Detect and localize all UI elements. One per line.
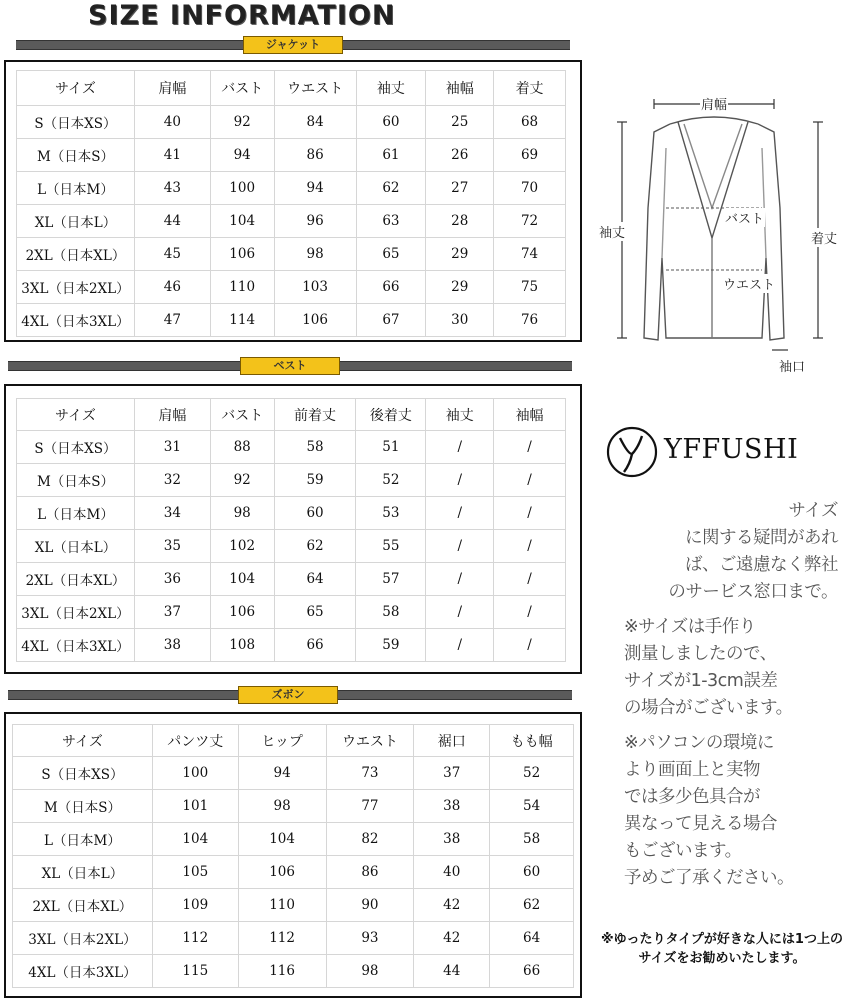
notes-paragraph-measurement: [624, 614, 838, 722]
column-header: 肩幅: [134, 71, 210, 106]
table-row: [13, 757, 574, 790]
brand-name: YFFUSHI: [664, 434, 799, 465]
size-cell: 2XL（日本XL）: [17, 563, 135, 596]
note-line: 異なって見える場合: [624, 814, 777, 834]
table-row: [13, 889, 574, 922]
value-cell: 25: [426, 106, 494, 139]
vest-size-table: [16, 398, 566, 662]
value-cell: /: [494, 563, 566, 596]
table-row: [17, 431, 566, 464]
value-cell: /: [426, 464, 494, 497]
value-cell: 115: [152, 955, 238, 988]
value-cell: 94: [210, 139, 274, 172]
column-header: 後着丈: [356, 399, 426, 431]
value-cell: 44: [134, 205, 210, 238]
jacket-section-label: ジャケット: [243, 36, 343, 54]
value-cell: 58: [274, 431, 356, 464]
size-cell: S（日本XS）: [17, 431, 135, 464]
value-cell: 59: [356, 629, 426, 662]
note-line: に関する疑問があれ: [685, 528, 838, 548]
table-row: [17, 139, 566, 172]
value-cell: 40: [414, 856, 490, 889]
value-cell: 98: [210, 497, 274, 530]
value-cell: 74: [494, 238, 566, 271]
value-cell: 100: [210, 172, 274, 205]
note-line: ※ゆったりタイプが好きな人: [601, 932, 769, 947]
column-header: 袖幅: [426, 71, 494, 106]
pants-section-bar: [8, 690, 572, 700]
size-notes: [624, 498, 838, 900]
table-header-row: [13, 725, 574, 757]
value-cell: 29: [426, 271, 494, 304]
note-line: もございます。: [624, 841, 742, 861]
value-cell: 40: [134, 106, 210, 139]
column-header: ウエスト: [274, 71, 356, 106]
value-cell: 27: [426, 172, 494, 205]
value-cell: 90: [326, 889, 414, 922]
column-header: 着丈: [494, 71, 566, 106]
table-row: [13, 823, 574, 856]
value-cell: 116: [238, 955, 326, 988]
value-cell: 53: [356, 497, 426, 530]
size-cell: M（日本S）: [17, 139, 135, 172]
value-cell: 60: [356, 106, 426, 139]
size-cell: 2XL（日本XL）: [17, 238, 135, 271]
value-cell: 105: [152, 856, 238, 889]
value-cell: 29: [426, 238, 494, 271]
pants-size-table: [12, 724, 574, 988]
value-cell: /: [426, 629, 494, 662]
value-cell: 112: [238, 922, 326, 955]
brand-logo: [604, 420, 836, 482]
brand-circle-icon: [604, 424, 660, 480]
value-cell: 65: [356, 238, 426, 271]
note-line: サイズ: [788, 501, 838, 521]
value-cell: 45: [134, 238, 210, 271]
value-cell: 70: [494, 172, 566, 205]
diagram-sleeve-length-label: 袖丈: [598, 222, 626, 241]
value-cell: /: [494, 464, 566, 497]
column-header: サイズ: [13, 725, 153, 757]
value-cell: 100: [152, 757, 238, 790]
table-row: [13, 922, 574, 955]
value-cell: 106: [210, 596, 274, 629]
value-cell: 106: [274, 304, 356, 337]
size-cell: S（日本XS）: [17, 106, 135, 139]
value-cell: 93: [326, 922, 414, 955]
value-cell: 35: [134, 530, 210, 563]
note-line: ※パソコンの環境に: [624, 733, 774, 753]
column-header: サイズ: [17, 399, 135, 431]
value-cell: 42: [414, 922, 490, 955]
value-cell: 51: [356, 431, 426, 464]
size-cell: XL（日本L）: [17, 530, 135, 563]
value-cell: 112: [152, 922, 238, 955]
size-cell: 3XL（日本2XL）: [17, 271, 135, 304]
note-line: ば、ご遠慮なく弊社: [685, 555, 838, 575]
value-cell: 67: [356, 304, 426, 337]
value-cell: /: [494, 431, 566, 464]
note-line: の場合がございます。: [624, 698, 793, 718]
page-title: SIZE INFORMATION: [88, 0, 396, 31]
value-cell: 66: [490, 955, 574, 988]
column-header: ウエスト: [326, 725, 414, 757]
value-cell: 62: [490, 889, 574, 922]
value-cell: 69: [494, 139, 566, 172]
value-cell: 62: [274, 530, 356, 563]
diagram-shoulder-label: 肩幅: [700, 94, 728, 113]
size-cell: M（日本S）: [17, 464, 135, 497]
size-cell: 4XL（日本3XL）: [17, 304, 135, 337]
size-cell: M（日本S）: [13, 790, 153, 823]
value-cell: 37: [134, 596, 210, 629]
value-cell: 94: [238, 757, 326, 790]
value-cell: 47: [134, 304, 210, 337]
value-cell: 92: [210, 106, 274, 139]
vest-section-label: ベスト: [240, 357, 340, 375]
column-header: 袖丈: [426, 399, 494, 431]
fit-recommendation-note: [600, 930, 844, 968]
value-cell: 38: [134, 629, 210, 662]
value-cell: 32: [134, 464, 210, 497]
value-cell: 109: [152, 889, 238, 922]
value-cell: 98: [238, 790, 326, 823]
value-cell: 38: [414, 823, 490, 856]
size-cell: 4XL（日本3XL）: [17, 629, 135, 662]
note-line: では多少色具合が: [624, 787, 760, 807]
size-cell: L（日本M）: [13, 823, 153, 856]
value-cell: 86: [274, 139, 356, 172]
size-cell: XL（日本L）: [13, 856, 153, 889]
value-cell: 44: [414, 955, 490, 988]
diagram-cuff-label: 袖口: [778, 356, 806, 375]
size-cell: L（日本M）: [17, 172, 135, 205]
value-cell: /: [494, 497, 566, 530]
value-cell: 38: [414, 790, 490, 823]
table-row: [17, 106, 566, 139]
diagram-waist-label: ウエスト: [722, 274, 776, 293]
table-row: [17, 563, 566, 596]
table-row: [17, 205, 566, 238]
table-row: [17, 497, 566, 530]
table-row: [17, 530, 566, 563]
value-cell: 82: [326, 823, 414, 856]
pants-section-label: ズボン: [238, 686, 338, 704]
value-cell: 65: [274, 596, 356, 629]
value-cell: 43: [134, 172, 210, 205]
value-cell: 108: [210, 629, 274, 662]
value-cell: 64: [274, 563, 356, 596]
value-cell: 101: [152, 790, 238, 823]
value-cell: /: [426, 431, 494, 464]
table-row: [17, 271, 566, 304]
column-header: 裾口: [414, 725, 490, 757]
value-cell: 98: [274, 238, 356, 271]
column-header: 袖丈: [356, 71, 426, 106]
table-row: [17, 304, 566, 337]
value-cell: 30: [426, 304, 494, 337]
column-header: 肩幅: [134, 399, 210, 431]
jacket-measurement-diagram: [592, 88, 844, 378]
value-cell: 37: [414, 757, 490, 790]
table-row: [17, 172, 566, 205]
column-header: 袖幅: [494, 399, 566, 431]
value-cell: 66: [274, 629, 356, 662]
value-cell: 114: [210, 304, 274, 337]
value-cell: 60: [490, 856, 574, 889]
value-cell: /: [426, 596, 494, 629]
column-header: ヒップ: [238, 725, 326, 757]
value-cell: 104: [210, 205, 274, 238]
table-row: [17, 238, 566, 271]
column-header: バスト: [210, 71, 274, 106]
value-cell: 88: [210, 431, 274, 464]
value-cell: 77: [326, 790, 414, 823]
value-cell: 84: [274, 106, 356, 139]
value-cell: 76: [494, 304, 566, 337]
size-cell: XL（日本L）: [17, 205, 135, 238]
value-cell: 52: [356, 464, 426, 497]
value-cell: 31: [134, 431, 210, 464]
value-cell: 106: [210, 238, 274, 271]
value-cell: 62: [356, 172, 426, 205]
column-header: バスト: [210, 399, 274, 431]
value-cell: 60: [274, 497, 356, 530]
note-line: のサービス窓口まで。: [668, 582, 838, 602]
table-row: [17, 596, 566, 629]
value-cell: 86: [326, 856, 414, 889]
jacket-size-table: [16, 70, 566, 337]
table-row: [13, 955, 574, 988]
value-cell: 54: [490, 790, 574, 823]
value-cell: 72: [494, 205, 566, 238]
value-cell: 58: [490, 823, 574, 856]
value-cell: 103: [274, 271, 356, 304]
size-cell: L（日本M）: [17, 497, 135, 530]
value-cell: /: [494, 530, 566, 563]
value-cell: 28: [426, 205, 494, 238]
value-cell: 92: [210, 464, 274, 497]
value-cell: 66: [356, 271, 426, 304]
value-cell: 59: [274, 464, 356, 497]
value-cell: /: [494, 629, 566, 662]
value-cell: 58: [356, 596, 426, 629]
value-cell: 41: [134, 139, 210, 172]
size-cell: 3XL（日本2XL）: [17, 596, 135, 629]
note-line: お勧めいたします。: [689, 951, 806, 966]
value-cell: 75: [494, 271, 566, 304]
value-cell: 104: [238, 823, 326, 856]
value-cell: 36: [134, 563, 210, 596]
value-cell: 46: [134, 271, 210, 304]
note-line: ※サイズは手作り: [624, 617, 756, 637]
value-cell: 63: [356, 205, 426, 238]
value-cell: /: [494, 596, 566, 629]
value-cell: 52: [490, 757, 574, 790]
value-cell: 64: [490, 922, 574, 955]
value-cell: 42: [414, 889, 490, 922]
notes-paragraph-color: [624, 730, 838, 892]
value-cell: /: [426, 563, 494, 596]
value-cell: 57: [356, 563, 426, 596]
diagram-length-label: 着丈: [810, 228, 838, 247]
value-cell: 104: [210, 563, 274, 596]
value-cell: 98: [326, 955, 414, 988]
value-cell: 68: [494, 106, 566, 139]
table-row: [17, 629, 566, 662]
note-line: サイズが1-3cm誤差: [624, 671, 778, 691]
value-cell: 94: [274, 172, 356, 205]
diagram-bust-label: バスト: [724, 208, 765, 227]
value-cell: 96: [274, 205, 356, 238]
value-cell: 61: [356, 139, 426, 172]
column-header: サイズ: [17, 71, 135, 106]
value-cell: 55: [356, 530, 426, 563]
column-header: パンツ丈: [152, 725, 238, 757]
vest-section-bar: [8, 361, 572, 371]
value-cell: 110: [238, 889, 326, 922]
value-cell: 104: [152, 823, 238, 856]
table-header-row: [17, 71, 566, 106]
note-line: 予めご了承ください。: [624, 868, 794, 888]
note-line: より画面上と実物: [624, 760, 760, 780]
value-cell: /: [426, 497, 494, 530]
notes-paragraph-contact: [624, 498, 838, 606]
value-cell: 73: [326, 757, 414, 790]
value-cell: 34: [134, 497, 210, 530]
size-cell: S（日本XS）: [13, 757, 153, 790]
jacket-section-bar: [16, 40, 570, 50]
table-header-row: [17, 399, 566, 431]
value-cell: 106: [238, 856, 326, 889]
size-cell: 2XL（日本XL）: [13, 889, 153, 922]
table-row: [13, 790, 574, 823]
size-cell: 3XL（日本2XL）: [13, 922, 153, 955]
note-line: には1つ上のサイズを: [638, 932, 843, 966]
column-header: もも幅: [490, 725, 574, 757]
jacket-outline-icon: [592, 88, 844, 378]
table-row: [17, 464, 566, 497]
table-row: [13, 856, 574, 889]
column-header: 前着丈: [274, 399, 356, 431]
value-cell: 102: [210, 530, 274, 563]
note-line: 測量しましたので、: [624, 644, 777, 664]
value-cell: 26: [426, 139, 494, 172]
value-cell: 110: [210, 271, 274, 304]
value-cell: /: [426, 530, 494, 563]
size-cell: 4XL（日本3XL）: [13, 955, 153, 988]
